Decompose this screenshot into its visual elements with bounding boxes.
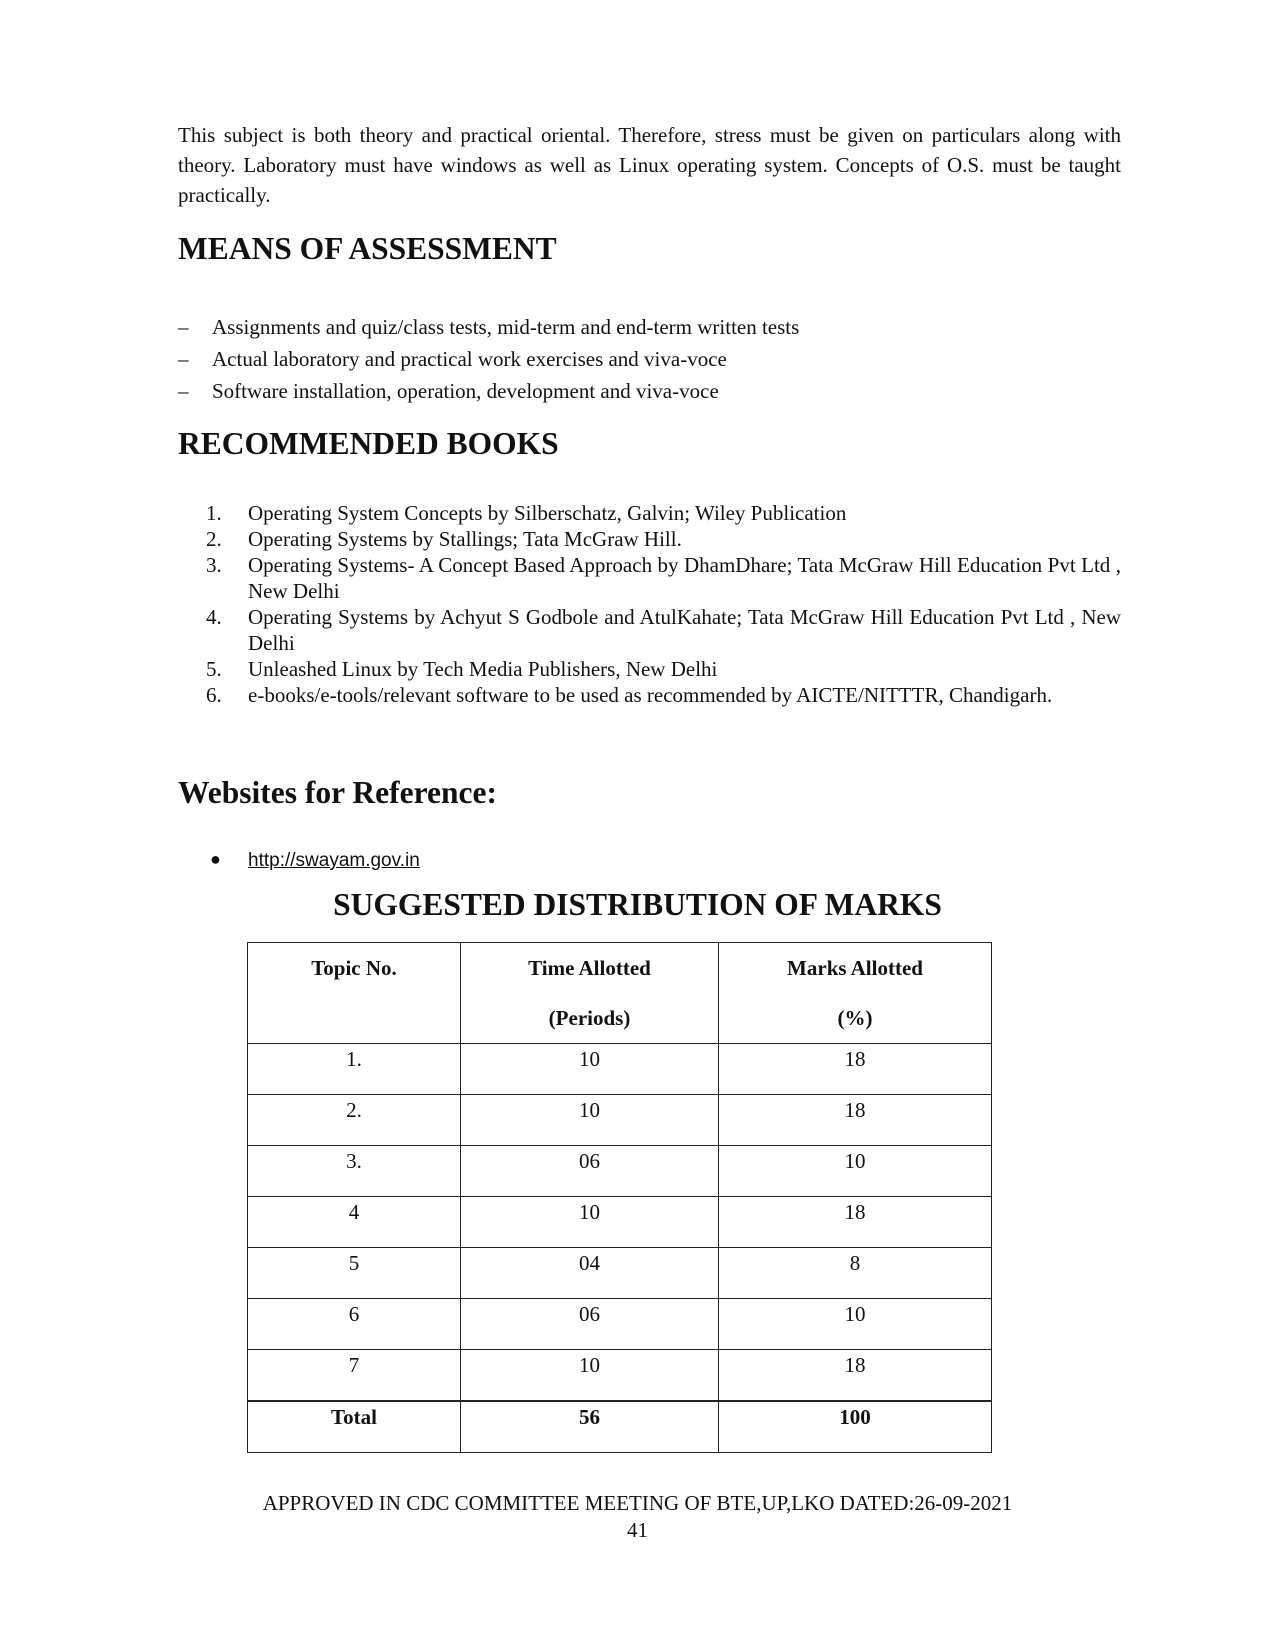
table-cell: 7 xyxy=(248,1350,461,1402)
table-row xyxy=(248,1197,992,1248)
list-item: – Assignments and quiz/class tests, mid-term and end-term written tests xyxy=(178,311,799,343)
table-cell: 4 xyxy=(248,1197,461,1248)
table-header-row xyxy=(248,943,992,1044)
column-header-marks: Marks Allotted (%) xyxy=(719,943,992,1044)
intro-paragraph: This subject is both theory and practical oriental. Therefore, stress must be given on particulars along with theory. Laboratory must have windows as well as Linux operating system. Concepts of O.S. must be taught practically. xyxy=(178,123,1121,207)
column-header-time: Time Allotted (Periods) xyxy=(461,943,719,1044)
list-item xyxy=(206,846,420,874)
table-cell: 2. xyxy=(248,1095,461,1146)
marks-table xyxy=(247,942,992,1453)
list-item: – Actual laboratory and practical work exercises and viva-voce xyxy=(178,343,799,375)
table-row xyxy=(248,1146,992,1197)
table-cell: 6 xyxy=(248,1299,461,1350)
list-number: 4. xyxy=(206,605,222,629)
table-cell: 56 xyxy=(461,1401,719,1453)
table-cell: 5 xyxy=(248,1248,461,1299)
distribution-heading: SUGGESTED DISTRIBUTION OF MARKS xyxy=(333,887,942,922)
table-cell: 8 xyxy=(719,1248,992,1299)
table-cell: 3. xyxy=(248,1146,461,1197)
list-item xyxy=(206,656,1121,682)
assessment-heading: MEANS OF ASSESSMENT xyxy=(178,231,557,266)
list-item: – Software installation, operation, development and viva-voce xyxy=(178,375,799,407)
column-header-topic: Topic No. xyxy=(248,943,461,1044)
list-item xyxy=(206,552,1121,604)
list-number: 3. xyxy=(206,553,222,577)
table-total-row xyxy=(248,1401,992,1453)
table-cell: 18 xyxy=(719,1350,992,1402)
table-cell: 10 xyxy=(719,1146,992,1197)
book-text: e-books/e-tools/relevant software to be used as recommended by AICTE/NITTTR, Chandigarh. xyxy=(248,683,1053,707)
list-number: 1. xyxy=(206,501,222,525)
table-row xyxy=(248,1248,992,1299)
table-cell: 10 xyxy=(461,1044,719,1095)
table-cell: 10 xyxy=(461,1350,719,1402)
table-row xyxy=(248,1299,992,1350)
table-cell: 06 xyxy=(461,1146,719,1197)
table-cell: 18 xyxy=(719,1197,992,1248)
table-row xyxy=(248,1095,992,1146)
list-item xyxy=(206,604,1121,656)
list-item xyxy=(206,682,1121,708)
websites-heading: Websites for Reference: xyxy=(178,775,497,810)
books-heading: RECOMMENDED BOOKS xyxy=(178,426,559,461)
table-cell: 1. xyxy=(248,1044,461,1095)
table-cell: 18 xyxy=(719,1044,992,1095)
list-number: 6. xyxy=(206,683,222,707)
table-cell: 10 xyxy=(461,1197,719,1248)
list-number: 5. xyxy=(206,657,222,681)
table-row xyxy=(248,1044,992,1095)
table-cell: 10 xyxy=(461,1095,719,1146)
websites-list xyxy=(206,846,420,874)
table-row xyxy=(248,1350,992,1402)
approval-footer: APPROVED IN CDC COMMITTEE MEETING OF BTE,UP,LKO DATED:26-09-2021 xyxy=(262,1491,1013,1515)
table-cell: 06 xyxy=(461,1299,719,1350)
book-text: Unleashed Linux by Tech Media Publishers, New Delhi xyxy=(248,657,718,681)
table-cell: 18 xyxy=(719,1095,992,1146)
table-cell: 10 xyxy=(719,1299,992,1350)
table-cell: 100 xyxy=(719,1401,992,1453)
table-cell: 04 xyxy=(461,1248,719,1299)
book-text: Operating Systems- A Concept Based Approach by DhamDhare; Tata McGraw Hill Education Pvt Ltd , New Delhi xyxy=(248,553,1121,603)
page-number: 41 xyxy=(627,1518,648,1542)
book-text: Operating System Concepts by Silberschatz, Galvin; Wiley Publication xyxy=(248,501,847,525)
list-item xyxy=(206,500,1121,526)
book-text: Operating Systems by Stallings; Tata McGraw Hill. xyxy=(248,527,682,551)
books-list xyxy=(206,500,1121,708)
list-item xyxy=(206,526,1121,552)
swayam-link[interactable]: http://swayam.gov.in xyxy=(248,850,420,871)
assessment-list xyxy=(178,311,799,407)
list-number: 2. xyxy=(206,527,222,551)
bullet-icon: ● xyxy=(210,849,221,869)
book-text: Operating Systems by Achyut S Godbole and AtulKahate; Tata McGraw Hill Education Pvt Ltd , New Delhi xyxy=(248,605,1121,655)
table-cell: Total xyxy=(248,1401,461,1453)
